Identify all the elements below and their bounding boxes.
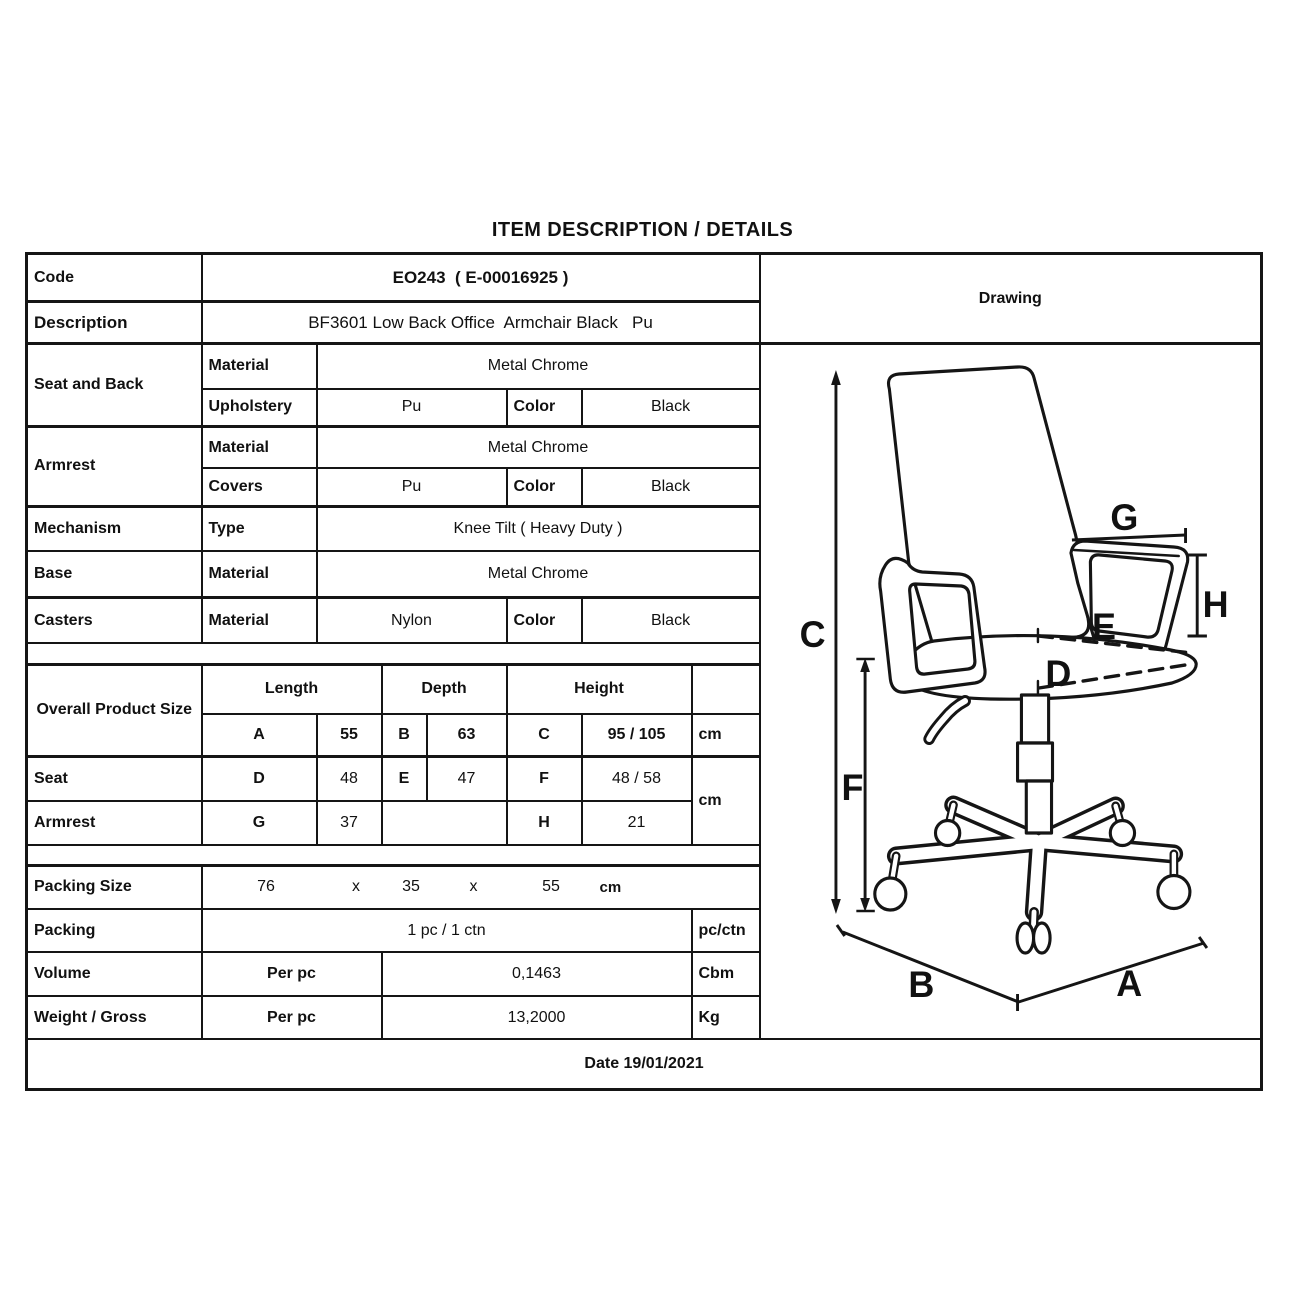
size-col-depth: Depth <box>382 664 507 714</box>
seat-back-color-value: Black <box>582 389 760 427</box>
packing-size-x: x <box>469 878 478 896</box>
size-armrest-label: Armrest <box>27 801 202 845</box>
volume-label: Volume <box>27 952 202 996</box>
code-label: Code <box>27 254 202 302</box>
size-unit: cm <box>692 756 760 845</box>
packing-unit: pc/ctn <box>692 909 760 952</box>
size-overall-k2: B <box>382 714 427 756</box>
armrest-material-value: Metal Chrome <box>317 427 760 469</box>
size-seat-v3: 48 / 58 <box>582 756 692 801</box>
seat-back-color-key: Color <box>507 389 582 427</box>
packing-value: 1 pc / 1 ctn <box>202 909 692 952</box>
size-col-length: Length <box>202 664 382 714</box>
base-material-key: Material <box>202 551 317 597</box>
dim-label-b: B <box>907 963 934 1006</box>
dim-label-f: F <box>840 766 863 809</box>
casters-color-key: Color <box>507 597 582 643</box>
size-armrest-k3: H <box>507 801 582 845</box>
size-armrest-empty <box>382 801 507 845</box>
casters-material-value: Nylon <box>317 597 507 643</box>
packing-size-label: Packing Size <box>27 865 202 909</box>
dim-label-g: G <box>1109 496 1138 539</box>
size-armrest-k1: G <box>202 801 317 845</box>
size-seat-v2: 47 <box>427 756 507 801</box>
description-label: Description <box>27 302 202 344</box>
size-header: Overall Product Size <box>27 664 202 756</box>
mechanism-type-key: Type <box>202 506 317 551</box>
armrest-covers-key: Covers <box>202 468 317 506</box>
dim-label-h: H <box>1202 583 1229 626</box>
size-seat-k3: F <box>507 756 582 801</box>
chair-drawing <box>767 345 1255 1038</box>
casters-material-key: Material <box>202 597 317 643</box>
casters-color-value: Black <box>582 597 760 643</box>
armrest-label: Armrest <box>27 427 202 507</box>
armrest-color-value: Black <box>582 468 760 506</box>
code-value: EO243 ( E-00016925 ) <box>202 254 760 302</box>
size-seat-k2: E <box>382 756 427 801</box>
spacer-row <box>27 643 760 664</box>
seat-back-label: Seat and Back <box>27 344 202 427</box>
chair-gaslift-top <box>1021 695 1048 743</box>
base-label: Base <box>27 551 202 597</box>
weight-unit: Kg <box>692 996 760 1039</box>
volume-unit: Cbm <box>692 952 760 996</box>
chair-backrest <box>888 367 1088 650</box>
packing-label: Packing <box>27 909 202 952</box>
size-armrest-v1: 37 <box>317 801 382 845</box>
size-armrest-v3: 21 <box>582 801 692 845</box>
drawing-cell <box>760 344 1262 1040</box>
casters-label: Casters <box>27 597 202 643</box>
weight-value: 13,2000 <box>382 996 692 1039</box>
volume-per: Per pc <box>202 952 382 996</box>
packing-size-value <box>202 865 760 909</box>
packing-size-unit: cm <box>599 878 622 896</box>
seat-back-upholstery-key: Upholstery <box>202 389 317 427</box>
packing-size-depth: 35 <box>402 878 420 896</box>
size-seat-k1: D <box>202 756 317 801</box>
dim-label-a: A <box>1115 962 1142 1005</box>
dim-label-e: E <box>1091 605 1116 648</box>
armrest-covers-value: Pu <box>317 468 507 506</box>
size-seat-label: Seat <box>27 756 202 801</box>
seat-back-material-value: Metal Chrome <box>317 344 760 389</box>
chair-outline <box>874 367 1195 953</box>
size-overall-v2: 63 <box>427 714 507 756</box>
arrow-up-icon <box>831 370 841 385</box>
size-overall-v3: 95 / 105 <box>582 714 692 756</box>
size-overall-k1: A <box>202 714 317 756</box>
weight-label: Weight / Gross <box>27 996 202 1039</box>
base-material-value: Metal Chrome <box>317 551 760 597</box>
date-row: Date 19/01/2021 <box>27 1039 1262 1089</box>
packing-size-x: x <box>352 878 360 896</box>
chair-gaslift-mid <box>1017 743 1052 781</box>
page-title: ITEM DESCRIPTION / DETAILS <box>491 219 794 241</box>
weight-per: Per pc <box>202 996 382 1039</box>
seat-back-material-key: Material <box>202 344 317 389</box>
chair-drawing-svg <box>767 345 1255 1038</box>
size-overall-v1: 55 <box>317 714 382 756</box>
armrest-color-key: Color <box>507 468 582 506</box>
seat-back-upholstery-value: Pu <box>317 389 507 427</box>
mechanism-label: Mechanism <box>27 506 202 551</box>
armrest-material-key: Material <box>202 427 317 469</box>
mechanism-type-value: Knee Tilt ( Heavy Duty ) <box>317 506 760 551</box>
drawing-header: Drawing <box>760 254 1262 344</box>
packing-size-length: 76 <box>257 878 275 896</box>
size-col-empty <box>692 664 760 714</box>
size-overall-unit: cm <box>692 714 760 756</box>
spec-table <box>25 252 1263 1091</box>
dim-label-c: C <box>799 613 826 656</box>
size-col-height: Height <box>507 664 692 714</box>
volume-value: 0,1463 <box>382 952 692 996</box>
dim-label-d: D <box>1044 652 1071 695</box>
spacer-row <box>27 845 760 865</box>
packing-size-height: 55 <box>542 878 560 896</box>
description-value: BF3601 Low Back Office Armchair Black Pu <box>202 302 760 344</box>
arrow-down-icon <box>831 899 841 914</box>
chair-gaslift-shaft <box>1026 781 1051 833</box>
size-overall-k3: C <box>507 714 582 756</box>
size-seat-v1: 48 <box>317 756 382 801</box>
